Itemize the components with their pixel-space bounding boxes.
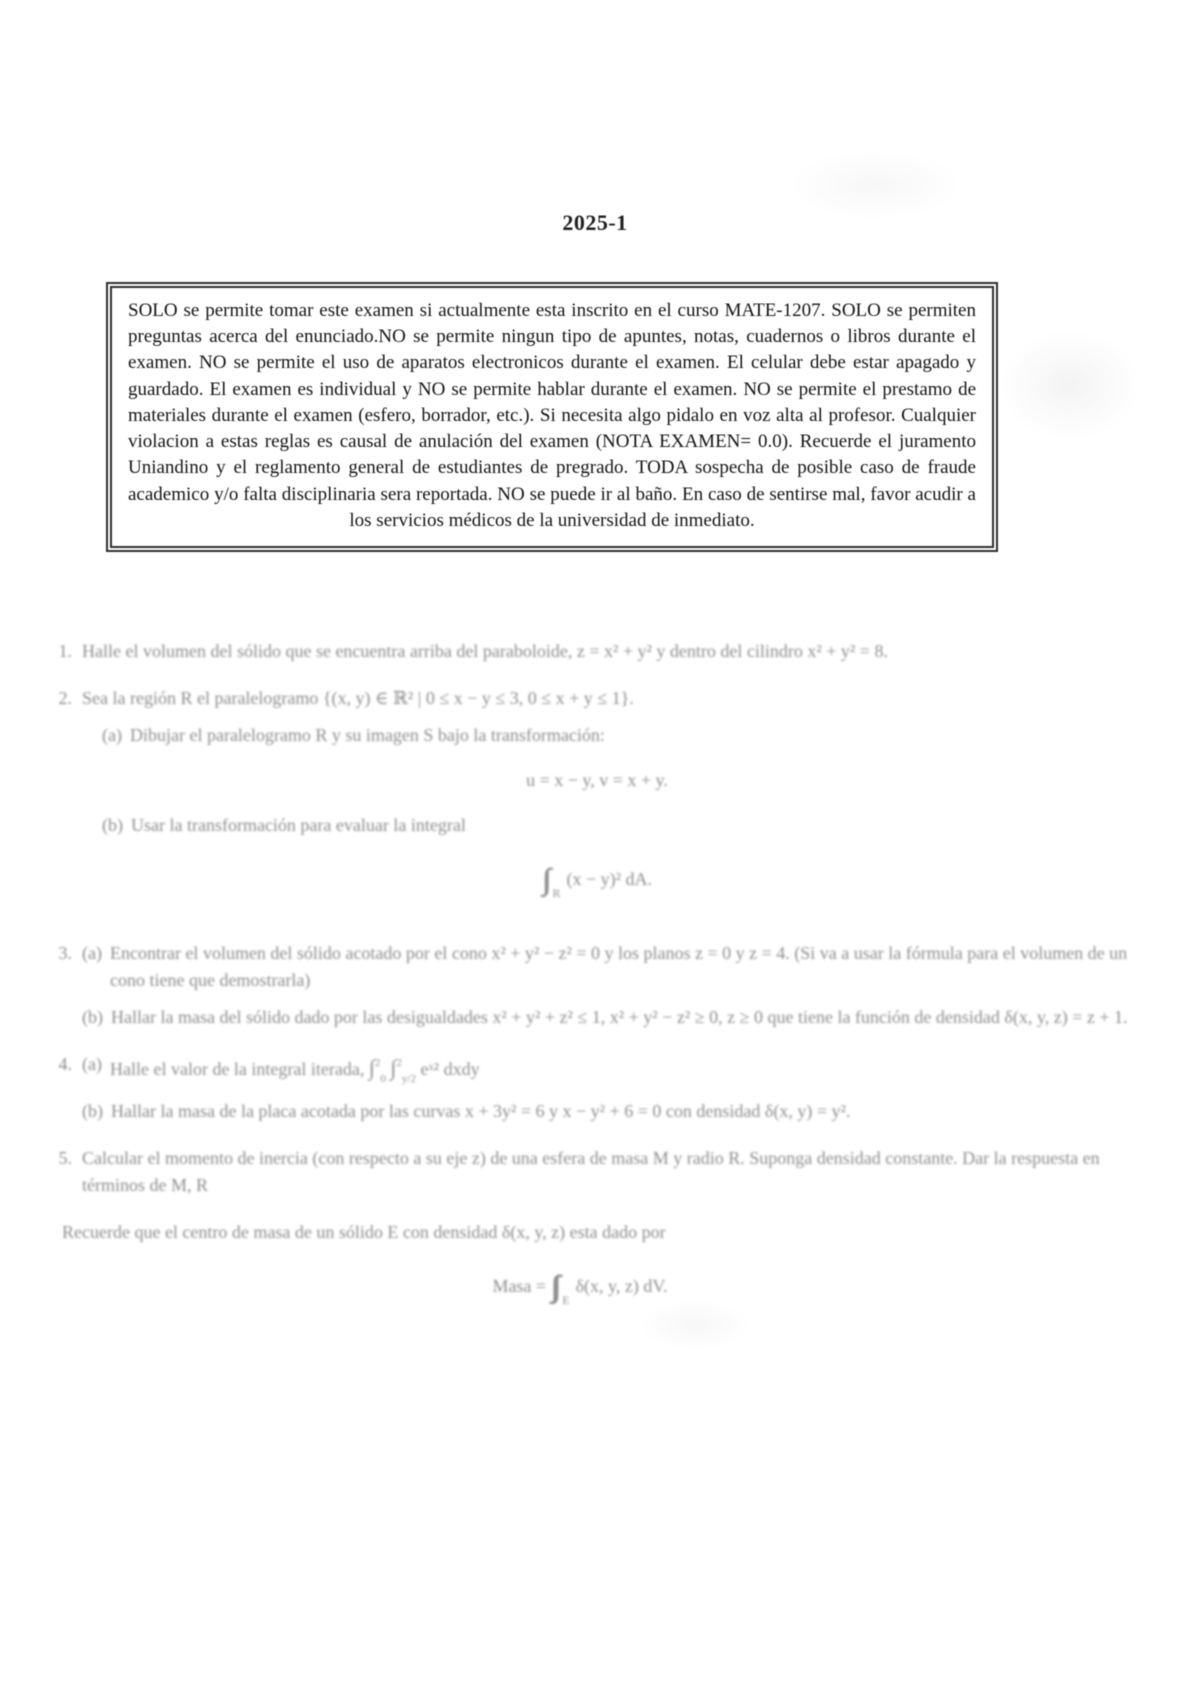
question-text: Halle el volumen del sólido que se encuentra arriba del paraboloide, z = x² + y² y dentro del cilindro x² + y² = 8. bbox=[82, 641, 888, 661]
part-label: (b) bbox=[102, 815, 123, 835]
rules-text: SOLO se permite tomar este examen si actualmente esta inscrito en el curso MATE-1207. SOLO se permiten preguntas acerca del enunciado.NO se permite ningun tipo de apuntes, notas, cuadernos o libros durante el examen. NO se permite el uso de aparatos electronicos durante el examen. El celular debe estar apagado y guardado. El examen es individual y NO se permite hablar durante el examen. NO se permite el prestamo de materiales durante el examen (esfero, borrador, etc.). Si necesita algo pidalo en voz alta al profesor. Cualquier violacion a estas reglas es causal de anulación del examen (NOTA EXAMEN= 0.0). Recuerde el juramento Uniandino y el reglamento general de estudiantes de pregrado. TODA sospecha de posible caso de fraude academico y/o falta disciplinaria sera reportada. NO se puede ir al baño. En caso de sentirse mal, favor acudir a los servicios médicos de la universidad de inmediato. bbox=[128, 300, 976, 531]
part-text: Usar la transformación para evaluar la integral bbox=[131, 815, 466, 835]
integral-lower: y/2 bbox=[401, 1073, 416, 1085]
question-number: 5. bbox=[58, 1147, 72, 1168]
part-b bbox=[102, 812, 1152, 839]
question-number: 3. bbox=[58, 943, 72, 963]
integral-subscript: R bbox=[552, 886, 561, 900]
part-b bbox=[82, 1098, 1152, 1125]
part-a bbox=[82, 1051, 1152, 1088]
part-a bbox=[102, 722, 1152, 749]
integral-signs: ∫∫∫ bbox=[550, 1269, 555, 1303]
question-number: 1. bbox=[58, 641, 72, 661]
part-text: Dibujar el paralelogramo R y su imagen S bajo la transformación: bbox=[129, 725, 605, 745]
part-label: (a) bbox=[82, 943, 102, 963]
question-body bbox=[82, 1051, 1152, 1125]
part-text bbox=[110, 1051, 1152, 1088]
center-of-mass-note bbox=[48, 1219, 1152, 1309]
part-text: Encontrar el volumen del sólido acotado por el cono x² + y² − z² = 0 y los planos z = 0 y z = 4. (Si va a usar la fórmula para el volumen de un cono tiene que demostrarla) bbox=[109, 943, 1128, 990]
integral-subscript: E bbox=[562, 1292, 570, 1307]
question-4 bbox=[48, 1051, 1152, 1125]
integral-upper: 2 bbox=[374, 1057, 381, 1069]
integral-sign: ∫ bbox=[390, 1055, 397, 1080]
term-label: 2025-1 bbox=[562, 210, 628, 235]
double-integral-formula bbox=[82, 857, 1112, 902]
mass-formula bbox=[48, 1264, 1112, 1309]
integral-lower: 0 bbox=[380, 1073, 386, 1085]
part-label: (a) bbox=[102, 725, 122, 745]
part-label: (b) bbox=[82, 1007, 103, 1027]
question-body bbox=[82, 685, 1152, 920]
rules-box bbox=[106, 282, 998, 552]
question-5 bbox=[48, 1145, 1152, 1199]
question-1 bbox=[48, 638, 1152, 665]
transform-formula: u = x − y, v = x + y. bbox=[526, 770, 668, 790]
question-3 bbox=[48, 940, 1152, 1031]
question-2 bbox=[48, 685, 1152, 920]
integral-sign: ∫ bbox=[368, 1055, 375, 1080]
note-text: Recuerde que el centro de masa de un sólido E con densidad δ(x, y, z) esta dado por bbox=[62, 1221, 666, 1242]
part-a bbox=[82, 940, 1152, 994]
integral-body: (x − y)² dA. bbox=[566, 869, 652, 889]
integrand: eˣ² dxdy bbox=[420, 1059, 480, 1079]
integral-signs: ∫∫ bbox=[542, 863, 545, 896]
question-body bbox=[82, 940, 1152, 1031]
scan-smudge bbox=[1000, 330, 1140, 440]
part-label: (a) bbox=[82, 1054, 102, 1074]
question-intro: Sea la región R el paralelogramo {(x, y) ∈ ℝ² | 0 ≤ x − y ≤ 3, 0 ≤ x + y ≤ 1}. bbox=[82, 688, 634, 708]
question-number: 4. bbox=[58, 1054, 72, 1074]
part-text: Hallar la masa del sólido dado por las desigualdades x² + y² + z² ≤ 1, x² + y² − z² ≥ 0, z ≥ 0 que tiene la función de densidad δ(x, y, z) = z + 1. bbox=[111, 1007, 1128, 1027]
question-text: Calcular el momento de inercia (con respecto a su eje z) de una esfera de masa M y radio R. Suponga densidad constante. Dar la respuesta en términos de M, R bbox=[82, 1147, 1100, 1195]
part-b bbox=[82, 1004, 1152, 1031]
question-number: 2. bbox=[58, 688, 72, 708]
formula-body: δ(x, y, z) dV. bbox=[575, 1275, 668, 1296]
formula-lhs: Masa = bbox=[492, 1275, 551, 1296]
part-label: (b) bbox=[82, 1100, 103, 1121]
integral-upper: 2 bbox=[396, 1057, 402, 1069]
questions-list bbox=[48, 638, 1152, 1327]
part-text: Hallar la masa de la placa acotada por las curvas x + 3y² = 6 y x − y² + 6 = 0 con densidad δ(x, y) = y². bbox=[111, 1100, 851, 1121]
part-a-pre: Halle el valor de la integral iterada, bbox=[109, 1059, 365, 1079]
